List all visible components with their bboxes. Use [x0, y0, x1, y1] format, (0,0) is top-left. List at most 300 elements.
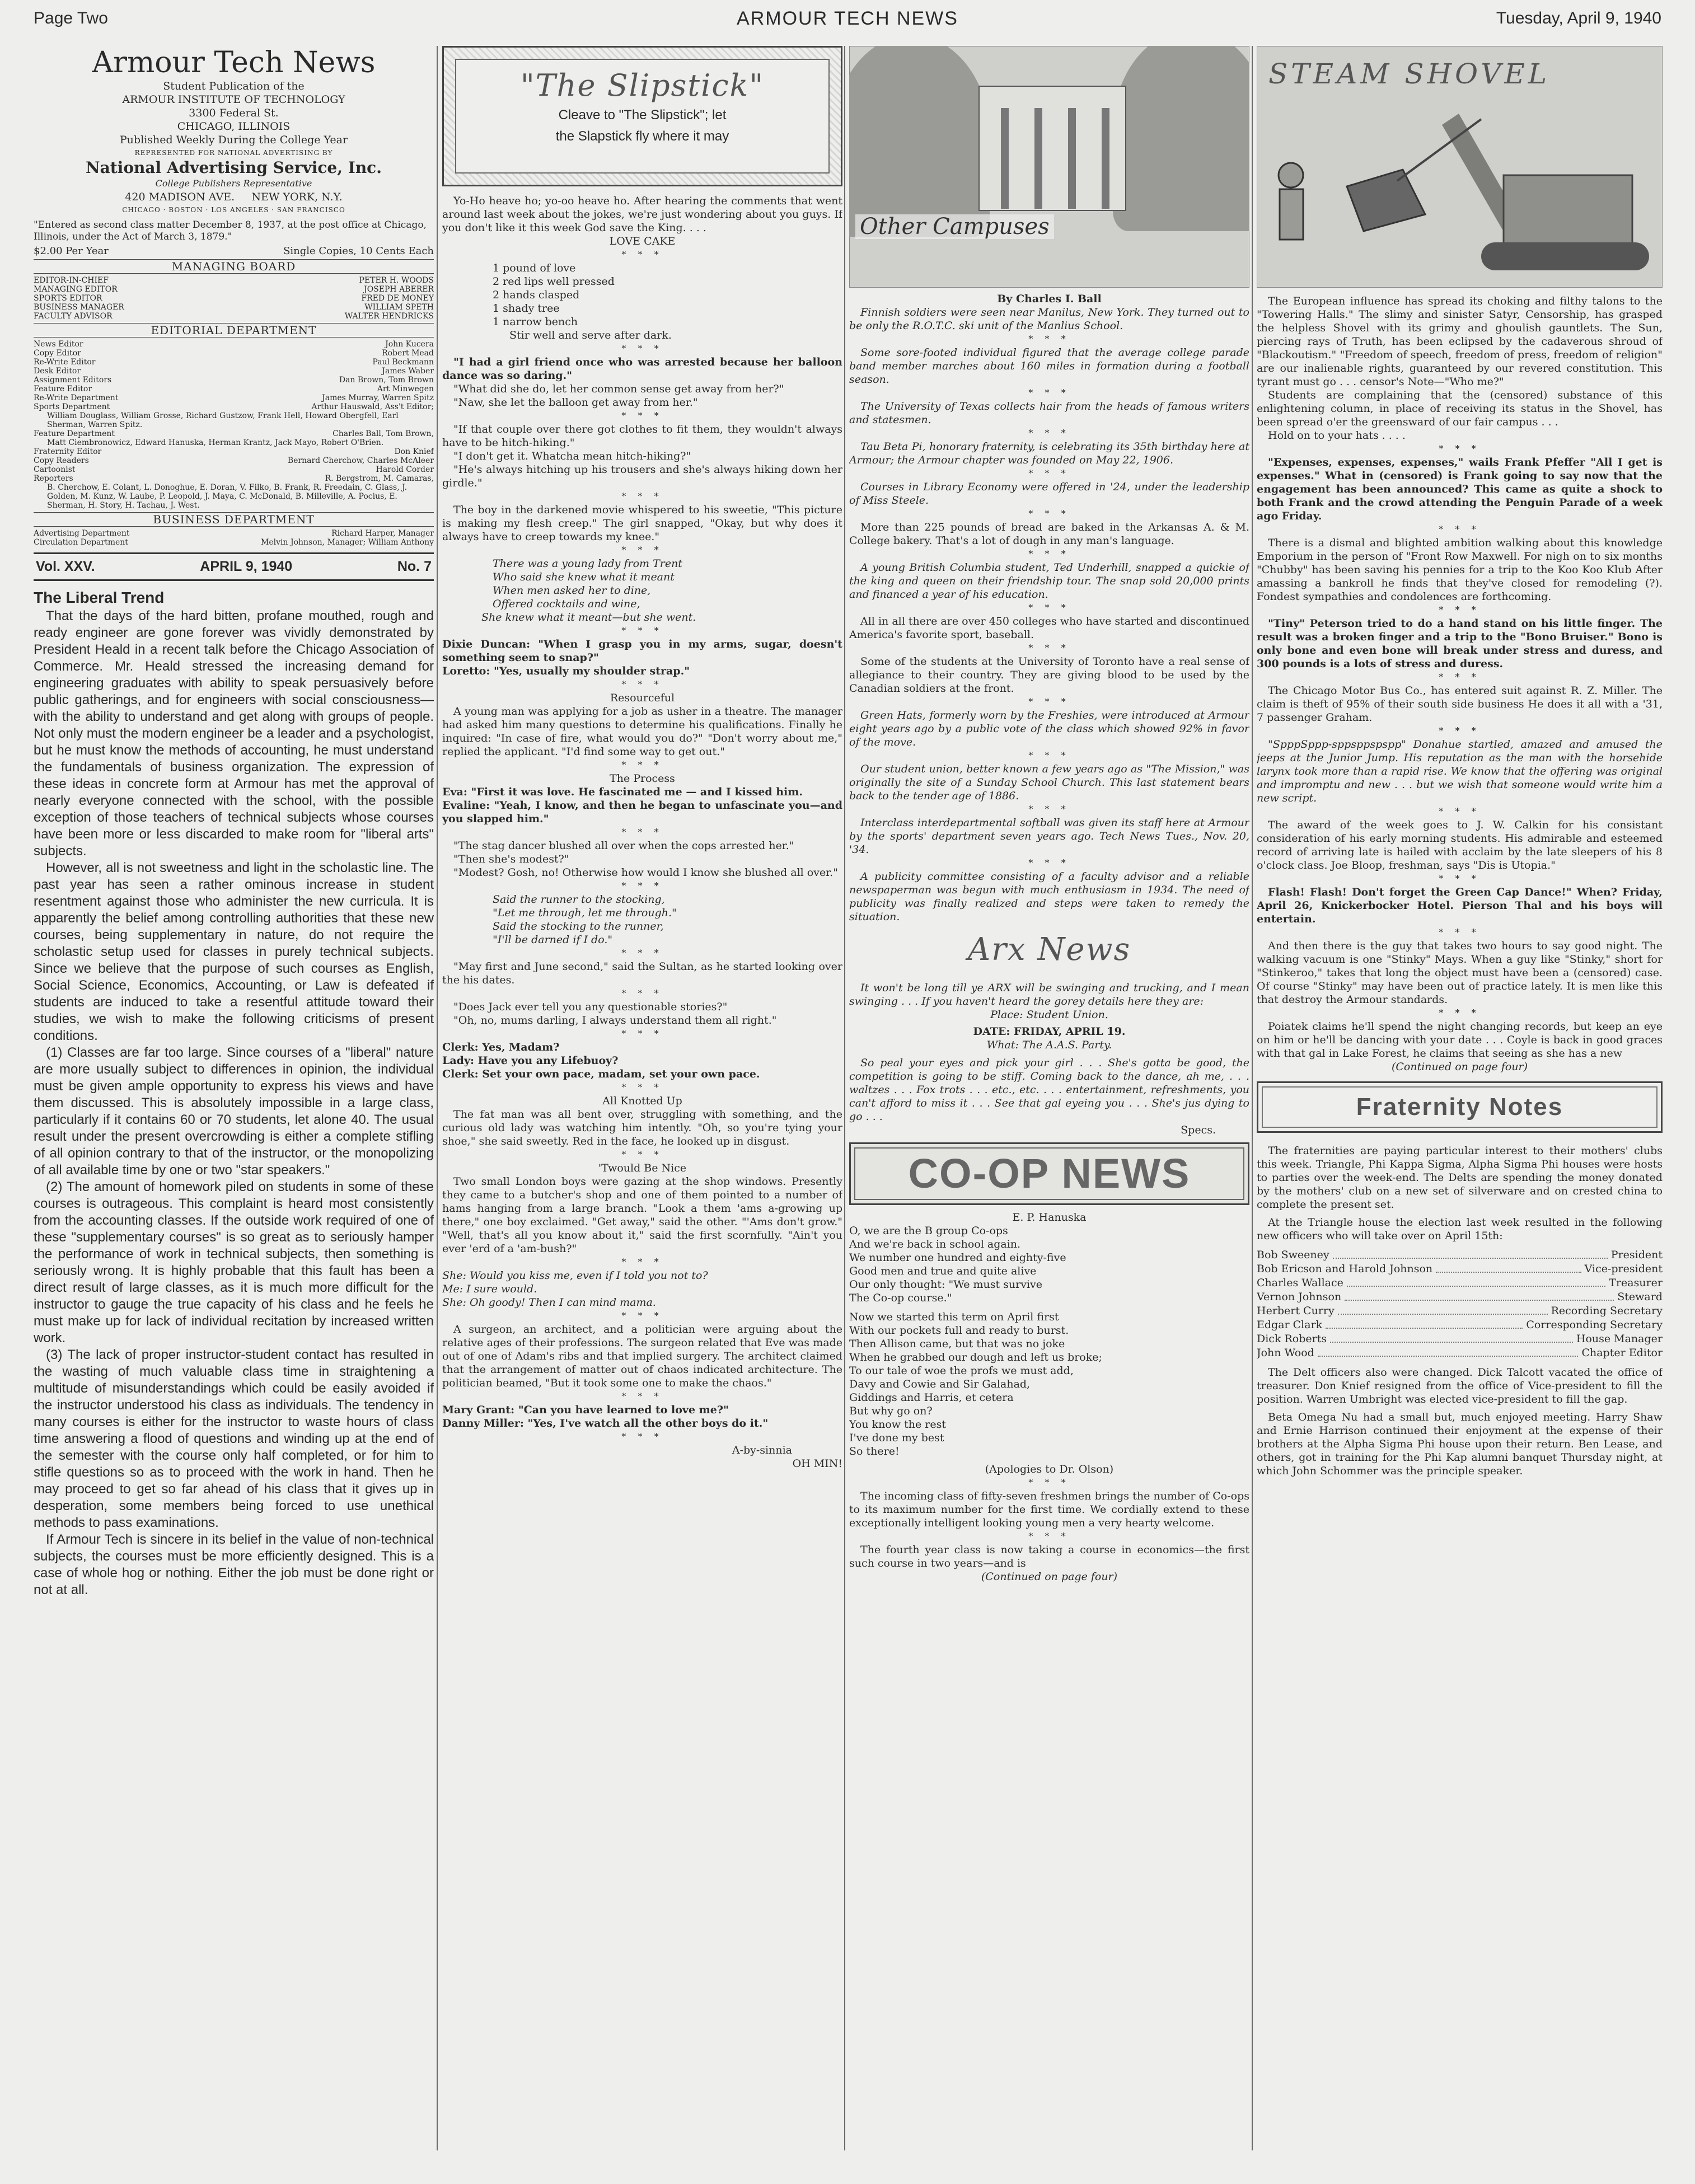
staff-row [34, 474, 434, 483]
separator-stars: * * * [1439, 604, 1481, 615]
verse-line: And we're back in school again. [849, 1238, 1021, 1250]
campus-news-item: All in all there are over 450 colleges who have started and discontinued America's favorite sport, baseball. [849, 615, 1249, 641]
verse-line: Giddings and Harris, et cetera [849, 1391, 1014, 1404]
campus-news-item: Some of the students at the University of Toronto have a real sense of allegiance to their country. They are giving blood to be used by the Canadian soldiers at the front. [849, 655, 1249, 695]
editorial-paragraph: (1) Classes are far too large. Since courses of a "liberal" nature are more usually subject to differences in opinion, the individual must be given ample opportunity to express his views and have them discussed. This is absolutely impossible in a large class, particularly if it contains 60 or 70 students, let alone 40. The usual result under the present overcrowding is either a complete stifling of all opinion contrary to that of the instructor, or the monopolizing of all available time by one or two "star speakers." [34, 1045, 434, 1178]
verse-line: To our tale of woe the profs we must add, [849, 1365, 1074, 1377]
slipstick-banner-inner [455, 59, 830, 174]
staff-name: Paul Beckmann [372, 358, 434, 367]
separator-stars: * * * [621, 625, 663, 636]
staff-name: Robert Mead [382, 349, 434, 358]
staff-name: Arthur Hauswald, Ass't Editor; [311, 402, 434, 411]
price-yearly: $2.00 Per Year [34, 245, 109, 257]
separator-stars: * * * [1028, 387, 1070, 398]
staff-row [34, 447, 434, 456]
separator-stars: * * * [1028, 428, 1070, 438]
masthead-line: Published Weekly During the College Year [119, 134, 348, 146]
separator-stars: * * * [1028, 1477, 1070, 1488]
separator-stars: * * * [621, 1431, 663, 1442]
recipe-line: 1 narrow bench [493, 316, 578, 328]
officer-name: John Wood [1257, 1347, 1314, 1359]
steam-shovel-item: The award of the week goes to J. W. Calkin for his consistant consideration of his early morning students. His admirable and esteemed record of arriving late is hailed with acclaim by the late sleepers of his 8 o'clock class. Joe Bloop, freshman, says "Dis is Utopia." [1257, 819, 1663, 871]
coop-byline: E. P. Hanuska [1012, 1211, 1087, 1224]
agency-address: 420 MADISON AVE. NEW YORK, N.Y. [125, 191, 343, 203]
continued-note: (Continued on page four) [981, 1571, 1118, 1583]
limerick-line: There was a young lady from Trent [493, 557, 682, 570]
tree-shape [1113, 46, 1249, 231]
joke-line: "If that couple over there got clothes to fit them, they wouldn't always have to be hitch-hiking." [442, 423, 842, 449]
fraternity-paragraph: Beta Omega Nu had a small but, much enjoyed meeting. Harry Shaw and Ernie Harrison continued their enjoyment at the expense of their brothers at the Alpha Sigma Phi house upon their return. Ben Lease, and others, got in training for the Phi Kap alumni banquet Thursday night, at which John Schommer was the principle speaker. [1257, 1411, 1663, 1477]
officer-office: Vice-president [1584, 1263, 1663, 1275]
staff-row [34, 385, 434, 393]
staff-row [34, 393, 434, 402]
other-campuses-items [849, 306, 1249, 924]
staff-row [34, 340, 434, 349]
other-campuses-illustration [849, 46, 1249, 288]
verse-line: Good men and true and quite alive [849, 1265, 1037, 1277]
verse-line: "Let me through, let me through." [493, 907, 677, 919]
masthead-line: 3300 Federal St. [189, 107, 279, 119]
campus-news-item: The University of Texas collects hair from the heads of famous writers and statesmen. [849, 400, 1249, 426]
separator-stars: * * * [621, 1082, 663, 1093]
limerick-line: Who said she knew what it meant [493, 571, 675, 583]
recipe-line: 1 pound of love [493, 262, 576, 274]
price-line [34, 245, 434, 257]
column-masthead-editorial [34, 46, 434, 2150]
arx-intro: It won't be long till ye ARX will be swinging and trucking, and I mean swinging . . . If you haven't heard the gorey details here they are: [849, 982, 1249, 1007]
slipstick-banner [442, 46, 842, 186]
officer-row [1257, 1304, 1663, 1318]
staff-role: Feature Editor [34, 385, 92, 393]
fraternity-notes-title: Fraternity Notes [1262, 1086, 1657, 1128]
fraternity-paragraph: The fraternities are paying particular interest to their mothers' clubs this week. Triangle, Phi Kappa Sigma, Alpha Sigma Phi houses were hosts to parties over the week-end. The Delts are spending the money donated by the mothers' club on a new set of silverware and on crested china to complete the present set. [1257, 1145, 1663, 1211]
fraternity-paragraph: The Delt officers also were changed. Dick Talcott vacated the office of treasurer. Don Knief resigned from the office of Vice-president to fill the position. Warren Umbright was elected vice-president to fill the gap. [1257, 1366, 1663, 1405]
staff-role: Copy Editor [34, 349, 81, 358]
joke-line: Lady: Have you any Lifebuoy? [442, 1054, 619, 1067]
staff-role: Circulation Department [34, 538, 128, 547]
officer-office: Chapter Editor [1581, 1347, 1663, 1359]
leader-dots [1436, 1262, 1581, 1273]
staff-name: R. Bergstrom, M. Camaras, [325, 474, 434, 483]
joke-line: A young man was applying for a job as usher in a theatre. The manager had asked him many questions to determine his qualifications. Finally he inquired: "In case of fire, what would you do?" "Don't worry about me," replied the applicant. "I'd find some way to get out." [442, 705, 842, 758]
separator-stars: * * * [621, 410, 663, 421]
staff-name: Melvin Johnson, Manager; William Anthony [261, 538, 434, 547]
officer-name: Herbert Curry [1257, 1305, 1335, 1317]
separator-stars: * * * [1028, 696, 1070, 707]
agency-cities: CHICAGO · BOSTON · LOS ANGELES · SAN FRANCISCO [122, 206, 345, 214]
steam-shovel-items [1257, 294, 1663, 1060]
staff-row [34, 456, 434, 465]
separator-stars: * * * [621, 1310, 663, 1321]
column-rule [437, 46, 438, 2150]
staff-row [34, 303, 434, 312]
staff-name: Harold Corder [376, 465, 434, 474]
shovel-bucket [1347, 170, 1425, 231]
joke-line: "What did she do, let her common sense get away from her?" [453, 383, 784, 395]
joke-line: Clerk: Set your own pace, madam, set your own pace. [442, 1068, 760, 1080]
slipstick-motto: the Slapstick fly where it may [555, 129, 729, 144]
joke-line: Danny Miller: "Yes, I've watch all the other boys do it." [442, 1417, 769, 1430]
editorial-paragraph: (2) The amount of homework piled on students in some of these courses is outrageous. This complaint is heard most consistently from the accounting classes. If the outside work required of one of these "supplementary courses" is so great as to seriously hamper the performance of work in technical subjects, then something is seriously wrong. It is highly probable that this fault has been a direct result of large classes, as it is much more difficult for the instructor to gauge the true capacity of his class and he feels he must make up for lack of individual recitation by increased written work. [34, 1179, 434, 1346]
separator-stars: * * * [1028, 643, 1070, 653]
campus-news-item: Finnish soldiers were seen near Manilus, New York. They turned out to be only the R.O.T.C. ski unit of the Manlius School. [849, 306, 1249, 332]
verse-line: You know the rest [849, 1418, 946, 1431]
editorial-department-heading: EDITORIAL DEPARTMENT [34, 323, 434, 338]
campus-news-item: Our student union, better known a few years ago as "The Mission," was originally the site of a Sunday School Church. This last statement bears back to the tender age of 1886. [849, 763, 1249, 802]
steam-shovel-drawing [1257, 46, 1662, 286]
staff-role: Cartoonist [34, 465, 76, 474]
staff-name: WALTER HENDRICKS [344, 312, 434, 321]
masthead-line: Student Publication of the [163, 80, 305, 92]
campus-news-item: Green Hats, formerly worn by the Freshies, were introduced at Armour eight years ago by a public vote of the class which showed 92% in favor of the move. [849, 709, 1249, 748]
fraternity-paragraph: At the Triangle house the election last week resulted in the following new officers who will take over on April 15th: [1257, 1216, 1663, 1242]
separator-stars: * * * [1028, 804, 1070, 814]
staff-name: James Waber [382, 367, 434, 376]
recipe-line: 1 shady tree [493, 302, 560, 315]
arx-date: DATE: FRIDAY, APRIL 19. [973, 1025, 1126, 1038]
officer-row [1257, 1262, 1663, 1276]
joke-line: Evaline: "Yeah, I know, and then he began to unfascinate you—and you slapped him." [442, 799, 842, 825]
separator-stars: * * * [1439, 672, 1481, 682]
staff-continuation: William Douglass, William Grosse, Richard Gustzow, Frank Hell, Howard Obergfell, Earl Sherman, Warren Spitz. [47, 411, 399, 429]
joke-line: "Does Jack ever tell you any questionable stories?" [453, 1001, 728, 1013]
limerick-line: Offered cocktails and wine, [493, 598, 640, 610]
staff-role: BUSINESS MANAGER [34, 303, 124, 312]
officer-row [1257, 1248, 1663, 1262]
managing-board-heading: MANAGING BOARD [34, 259, 434, 274]
steam-shovel-illustration [1257, 46, 1663, 288]
staff-continuation: B. Cherchow, E. Colant, L. Donoghue, E. Doran, V. Filko, B. Frank, R. Freedain, C. Glass, J. Golden, M. Kunz, W. Laube, P. Leopold, J. Maya, C. McDonald, B. Milleville, A. Pocius, E. Sherman, H. Story, H. Tachau, J. West. [47, 483, 408, 510]
staff-row [34, 538, 434, 547]
arx-place: Place: Student Union. [990, 1009, 1108, 1021]
volume: Vol. XXV. [36, 559, 95, 574]
arx-body: So peal your eyes and pick your girl . . . She's gotta be good, the competition is going to be stiff. Coming back to the dance, ah me, . . . waltzes . . . Fox trots . . . etc., etc. . . . entertainment, refreshments, you can't afford to miss it . . . See that gal eyeing you . . . She's jus dying to go . . . [849, 1057, 1249, 1123]
separator-stars: * * * [621, 827, 663, 837]
separator-stars: * * * [1028, 468, 1070, 479]
steam-shovel-item: Flash! Flash! Don't forget the Green Cap Dance!" When? Friday, April 26, Knickerbocker Hotel. Pierson Thal and his boys will entertain. [1257, 886, 1663, 925]
verse-line: Said the runner to the stocking, [493, 893, 665, 906]
separator-stars: * * * [621, 249, 663, 260]
joke-line: The fat man was all bent over, struggling with something, and the curious old lady was watching him intently. "Oh, so you're tying your shoe," she said sweetly. Red in the face, he looked up in disgust. [442, 1108, 842, 1147]
steam-shovel-item: Poiatek claims he'll spend the night changing records, but keep an eye on him or he'll be dancing with your date . . . Coyle is back in good graces with that gal in Lake Forest, he claims that seeing as she has a new [1257, 1020, 1663, 1060]
officer-office: President [1610, 1249, 1663, 1261]
staff-name: JOSEPH ABERER [364, 285, 434, 294]
separator-stars: * * * [621, 491, 663, 502]
column-signature: A-by-sinnia [732, 1444, 792, 1456]
verse-line: When he grabbed our dough and left us broke; [849, 1351, 1102, 1363]
campus-news-item: Some sore-footed individual figured that the average college parade band member marches about 160 miles in formation during a football season. [849, 346, 1249, 386]
verse-line: "I'll be darned if I do." [493, 934, 613, 946]
slipstick-intro: Yo-Ho heave ho; yo-oo heave ho. After hearing the comments that went around last week about the jokes, we're just wondering about you guys. If you don't like it this week God save the King. . . . [442, 195, 842, 234]
slipstick-motto: Cleave to "The Slipstick"; let [558, 107, 727, 123]
joke-line: She: Oh goody! Then I can mind mama. [442, 1296, 656, 1309]
staff-row [34, 376, 434, 385]
staff-role: Fraternity Editor [34, 447, 102, 456]
column-other-campuses [849, 46, 1249, 2150]
staff-role: EDITOR-IN-CHIEF [34, 276, 109, 285]
staff-name: Dan Brown, Tom Brown [339, 376, 434, 385]
staff-role: Assignment Editors [34, 376, 112, 385]
separator-stars: * * * [1028, 1531, 1070, 1541]
campus-news-item: More than 225 pounds of bread are baked in the Arkansas A. & M. College bakery. That's a lot of dough in any man's language. [849, 521, 1249, 547]
figure-head [1279, 163, 1303, 188]
separator-stars: * * * [621, 1257, 663, 1267]
staff-continuation: Matt Ciembronowicz, Edward Hanuska, Herman Krantz, Jack Mayo, Robert O'Brien. [47, 438, 384, 447]
separator-stars: * * * [1028, 750, 1070, 761]
other-campuses-title: Other Campuses [855, 214, 1054, 239]
byline: By Charles I. Ball [997, 293, 1102, 305]
officer-office: Treasurer [1609, 1277, 1663, 1289]
arx-signature: Specs. [1181, 1124, 1216, 1136]
officer-name: Charles Wallace [1257, 1277, 1343, 1289]
separator-stars: * * * [1439, 927, 1481, 938]
running-header [0, 4, 1695, 32]
joke-line: "I don't get it. Whatcha mean hitch-hiking?" [453, 450, 691, 462]
business-department-list [34, 529, 434, 547]
issue-number: No. 7 [397, 559, 432, 574]
limerick-line: When men asked her to dine, [493, 584, 651, 597]
coop-apology: (Apologies to Dr. Olson) [985, 1463, 1114, 1475]
separator-stars: * * * [1439, 524, 1481, 535]
separator-stars: * * * [1028, 857, 1070, 868]
separator-stars: * * * [621, 760, 663, 770]
arx-what: What: The A.A.S. Party. [986, 1039, 1112, 1051]
separator-stars: * * * [621, 343, 663, 354]
separator-stars: * * * [1439, 873, 1481, 884]
coop-news-title: CO-OP NEWS [854, 1147, 1244, 1200]
verse-line: I've done my best [849, 1432, 944, 1444]
steam-shovel-item: There is a dismal and blighted ambition walking about this knowledge Emporium in the person of "Front Row Maxwell. For nigh on to six months "Chubby" has been saving his pennies for a trip to the Koo Koo Klub After amassing a bankroll he finds that they've closed for remodeling (?). Fondest sympathies and condolences are forthcoming. [1257, 537, 1663, 603]
joke-line: Clerk: Yes, Madam? [442, 1041, 560, 1053]
joke-line: The boy in the darkened movie whispered to his sweetie, "This picture is making my flesh creep." The girl snapped, "Okay, but why does it always have to creep towards my knee." [442, 504, 842, 543]
staff-row [34, 429, 434, 438]
joke-line: Two small London boys were gazing at the shop windows. Presently they came to a butcher's shop and one of them pointed to a number of hams hanging from a large branch. "Look a them 'ams a-growing up there," one boy exclaimed. "Get away," said the other. "'Ams don't grow." "Well, that's all you know about it," said the first scornfully. "Ain't you ever 'erd of a 'am-bush?" [442, 1175, 842, 1255]
officer-name: Vernon Johnson [1257, 1291, 1342, 1303]
steam-shovel-item: "SpppSppp-sppsppspspp" Donahue startled, amazed and amused the jeeps at the Junior Jump. His reputation as the man with the horsehide larynx took more than a rapid rise. We know that the offering was original and impromptu and new . . . but we wish that someone would write him a new script. [1257, 738, 1663, 804]
leader-dots [1330, 1332, 1573, 1343]
agency-sub: College Publishers Representative [155, 178, 312, 189]
editorial-paragraph: However, all is not sweetness and light in the scholastic line. The past year has seen a rather ominous increase in student resentment against those who administer the new curricula. It is apparently the belief among controlling authorities that these new courses, being supplementary in nature, do not require the scholastic setup used for classes in purely technical subjects. Since we believe that the purpose of such courses as English, Social Science, Economics, Accounting, or Law is defeated if students are induced to take a resentful attitude toward their studies, we wish to make the following criticisms of present conditions. [34, 860, 434, 1043]
staff-name: Don Knief [394, 447, 434, 456]
verse-line: Said the stocking to the runner, [493, 920, 664, 932]
staff-row [34, 349, 434, 358]
joke-line: Me: I sure would. [442, 1283, 537, 1295]
leader-dots [1345, 1290, 1614, 1301]
staff-role: Feature Department [34, 429, 115, 438]
limerick-line: She knew what it meant—but she went. [481, 611, 696, 624]
leader-dots [1333, 1248, 1608, 1259]
staff-row [34, 465, 434, 474]
verse-line: With our pockets full and ready to burst. [849, 1324, 1069, 1337]
column-signature: OH MIN! [792, 1457, 842, 1470]
joke-line: Dixie Duncan: "When I grasp you in my arms, sugar, doesn't something seem to snap?" [442, 638, 842, 664]
officer-office: Steward [1617, 1291, 1663, 1303]
campus-news-item: Tau Beta Pi, honorary fraternity, is celebrating its 35th birthday here at Armour; the Armour chapter was founded on May 22, 1906. [849, 440, 1249, 466]
shovel-cab [1504, 175, 1632, 248]
continued-note: (Continued on page four) [1391, 1061, 1528, 1073]
building-pillar [1102, 108, 1109, 209]
officer-name: Dick Roberts [1257, 1333, 1327, 1345]
editorial-department-list [34, 340, 434, 510]
masthead [34, 46, 434, 216]
tree-shape [849, 46, 990, 237]
joke-line: "Naw, she let the balloon get away from her." [453, 396, 698, 409]
joke-line: Loretto: "Yes, usually my shoulder strap." [442, 665, 690, 677]
officer-list [1257, 1248, 1663, 1360]
joke-line: "Oh, no, mums darling, I always understand them all right." [453, 1014, 777, 1027]
joke-line: "I had a girl friend once who was arrested because her balloon dance was so daring." [442, 356, 842, 382]
officer-row [1257, 1290, 1663, 1304]
joke-line: "Modest? Gosh, no! Otherwise how would I know she blushed all over." [453, 866, 838, 879]
staff-role: News Editor [34, 340, 83, 349]
staff-row [34, 402, 434, 411]
coop-paragraph: The fourth year class is now taking a course in economics—the first such course in two years—and is [849, 1544, 1249, 1569]
leader-dots [1338, 1304, 1548, 1315]
staff-row [34, 367, 434, 376]
building-pillar [1034, 108, 1042, 209]
issue-date-header: Tuesday, April 9, 1940 [1496, 9, 1661, 27]
coop-paragraph: The incoming class of fifty-seven freshmen brings the number of Co-ops to its maximum number for the first time. We cordially extend to these exceptionally intelligent looking young men a very hearty welcome. [849, 1490, 1249, 1529]
separator-stars: * * * [1028, 602, 1070, 613]
staff-role: MANAGING EDITOR [34, 285, 118, 294]
steam-shovel-item: "Expenses, expenses, expenses," wails Frank Pfeffer "All I get is expenses." What in (censored) is Frank going to say now that the engagement has been announced? This came as quite a shock to both Frank and the crowd attending the Penguin Parade of a week ago Friday. [1257, 456, 1663, 522]
editorial-paragraph: That the days of the hard bitten, profane mouthed, rough and ready engineer are gone forever was vividly demonstrated by President Heald in a recent talk before the Chicago Association of Commerce. Mr. Heald stressed the increasing demand for engineering graduates with ability to speak persuasively before public gatherings, and for engineers with social consciousness—with the ability to understand and get along with groups of people. Not only must the modern engineer be a leader and a psychologist, but he must know the methods of accounting, he must understand the fundamentals of business organization. The expression of these ideas in concrete form at Armour has met the approval of nearly everyone connected with the school, with the possible exception of those teachers of technical subjects whose courses have been more or less discarded to make room for "liberal arts" subjects. [34, 608, 434, 859]
staff-row [34, 294, 434, 303]
steam-shovel-item: The European influence has spread its choking and filthy talons to the "Towering Halls." The slimy and sinister Satyr, Censorship, has grasped the helpless Shovel with its grimy and ghoulish gauntlets. The Sun, piercing rays of Truth, has been eclipsed by the cadaverous shroud of "Blackoutism." "Freedom of speech, freedom of press, freedom of religion" are our inalienable rights, guaranteed by our revered constitution. This tyrant must go . . . censor's Note—"Who me?" [1257, 295, 1663, 388]
separator-stars: * * * [1439, 1007, 1481, 1018]
joke-line: A surgeon, an architect, and a politician were arguing about the relative ages of their professions. The surgeon related that Eve was made out of one of Adam's ribs and that implied surgery. The architect claimed that the arrangement of matter out of chaos indicated architecture. The politician beamed, "But it took some one to make the chaos." [442, 1323, 842, 1389]
love-cake-title: LOVE CAKE [609, 235, 676, 247]
leader-dots [1326, 1318, 1523, 1329]
joke-heading: The Process [610, 772, 675, 785]
staff-role: Reporters [34, 474, 73, 483]
represented-line: REPRESENTED FOR NATIONAL ADVERTISING BY [134, 149, 333, 157]
staff-row [34, 285, 434, 294]
officer-row [1257, 1332, 1663, 1346]
shovel-tracks [1481, 242, 1649, 270]
volume-line [34, 552, 434, 581]
joke-line: She: Would you kiss me, even if I told you not to? [442, 1269, 708, 1282]
separator-stars: * * * [1439, 443, 1481, 454]
column-rule [844, 46, 845, 2150]
staff-name: Art Minwegen [377, 385, 434, 393]
fraternity-notes-banner [1257, 1081, 1663, 1133]
issue-date: APRIL 9, 1940 [200, 559, 293, 574]
officer-office: Corresponding Secretary [1526, 1319, 1663, 1331]
verse-line: Then Allison came, but that was no joke [849, 1338, 1065, 1350]
staff-role: Re-Write Department [34, 393, 119, 402]
steam-shovel-item: And then there is the guy that takes two hours to say good night. The walking vacuum is one "Stinky" Mays. When a guy like "Stinky," short for "Stinkeroo," takes that long the object must have been a (censored) case. Of course "Stinky" may have been out of practice lately. It is men like this that destroy the Armour standards. [1257, 940, 1663, 1006]
steam-shovel-item: "Tiny" Peterson tried to do a hand stand on his little finger. The result was a broken finger and a trip to the "Bono Bruiser." Bono is only bone and even bone will break under stress and duress, and 300 pounds is a lots of stress and duress. [1257, 617, 1663, 670]
staff-name: James Murray, Warren Spitz [322, 393, 434, 402]
staff-role: Advertising Department [34, 529, 130, 538]
building-pillar [1068, 108, 1076, 209]
staff-role: Sports Department [34, 402, 110, 411]
campus-news-item: A young British Columbia student, Ted Underhill, snapped a quickie of the king and queen on their friendship tour. The snap sold 20,000 prints and financed a year of his education. [849, 561, 1249, 601]
joke-line: Eva: "First it was love. He fascinated me — and I kissed him. [442, 786, 803, 798]
entered-notice: "Entered as second class matter December 8, 1937, at the post office at Chicago, Illinois, under the Act of March 3, 1879." [34, 219, 427, 242]
masthead-title: Armour Tech News [92, 46, 376, 79]
verse-line: O, we are the B group Co-ops [849, 1225, 1008, 1237]
verse-line: We number one hundred and eighty-five [849, 1252, 1066, 1264]
joke-heading: Resourceful [610, 692, 675, 704]
staff-row [34, 312, 434, 321]
staff-row [34, 358, 434, 367]
price-single: Single Copies, 10 Cents Each [283, 245, 434, 257]
separator-stars: * * * [1439, 806, 1481, 817]
separator-stars: * * * [1028, 334, 1070, 344]
officer-name: Bob Ericson and Harold Johnson [1257, 1263, 1433, 1275]
staff-role: SPORTS EDITOR [34, 294, 102, 303]
advertising-agency: National Advertising Service, Inc. [86, 158, 382, 177]
staff-role: FACULTY ADVISOR [34, 312, 113, 321]
column-rule [1252, 46, 1253, 2150]
slipstick-title: "The Slipstick" [520, 68, 765, 103]
staff-name: Bernard Cherchow, Charles McAleer [287, 456, 434, 465]
building-pillar [1001, 108, 1009, 209]
joke-heading: 'Twould Be Nice [598, 1162, 687, 1174]
editorial-paragraph: (3) The lack of proper instructor-student contact has resulted in the wasting of much valuable class time in straightening a multitude of misunderstandings which could be easily avoided if the instructor understood his class as individuals. The tendency in many courses is either for the instructor to waste hours of class time answering a flood of questions and winding up at the end of the semester with the course only half completed, or for him to stifle questions so as to proceed with the work in hand. Then he may proceed to get so far ahead of his class that it gives up in desperation, some members being forced to use unethical methods to pass examinations. [34, 1347, 434, 1530]
editorial-paragraph: If Armour Tech is sincere in its belief in the value of non-technical subjects, the courses must be more efficiently designed. This is a case of whole hog or nothing. Either the job must be done right or not at all. [34, 1532, 434, 1597]
separator-stars: * * * [621, 545, 663, 555]
column-steam-shovel [1257, 46, 1663, 2150]
separator-stars: * * * [1439, 725, 1481, 736]
recipe-line: 2 hands clasped [493, 289, 580, 301]
staff-role: Re-Write Editor [34, 358, 96, 367]
officer-office: House Manager [1576, 1333, 1663, 1345]
officer-row [1257, 1276, 1663, 1290]
separator-stars: * * * [621, 679, 663, 690]
officer-office: Recording Secretary [1551, 1305, 1663, 1317]
staff-role: Desk Editor [34, 367, 81, 376]
officer-name: Edgar Clark [1257, 1319, 1323, 1331]
leader-dots [1318, 1346, 1579, 1357]
business-department-heading: BUSINESS DEPARTMENT [34, 512, 434, 527]
editorial-article [34, 589, 434, 1599]
page-number: Page Two [34, 9, 108, 27]
steam-shovel-item: Hold on to your hats . . . . [1268, 429, 1406, 442]
staff-name: Charles Ball, Tom Brown, [333, 429, 434, 438]
steam-shovel-item: Students are complaining that the (censored) substance of this enlightening column, in place of receiving its status in the Shovel, has been spread o'er the greensward of our fair campus . . . [1257, 389, 1663, 428]
editorial-title: The Liberal Trend [34, 589, 165, 606]
campus-news-item: A publicity committee consisting of a faculty advisor and a reliable newspaperman was begun with much enthusiasm in 1934. The need of publicity was finally realized and steps were taken to remedy the situation. [849, 870, 1249, 923]
verse-line: Davy and Cowie and Sir Galahad, [849, 1378, 1031, 1390]
staff-row [34, 529, 434, 538]
steam-shovel-item: The Chicago Motor Bus Co., has entered suit against R. Z. Miller. The claim is theft of 95% of their south side business He does it all with a '31, 7 passenger Graham. [1257, 685, 1663, 724]
verse-line: Now we started this term on April first [849, 1311, 1059, 1323]
staff-name: WILLIAM SPETH [364, 303, 434, 312]
recipe-line: Stir well and serve after dark. [509, 329, 672, 341]
joke-line: "Then she's modest?" [453, 853, 569, 865]
staff-row [34, 276, 434, 285]
separator-stars: * * * [621, 1028, 663, 1039]
officer-name: Bob Sweeney [1257, 1249, 1329, 1261]
joke-line: Mary Grant: "Can you have learned to love me?" [442, 1404, 729, 1416]
coop-news-banner [849, 1142, 1249, 1205]
verse-line: The Co-op course." [849, 1292, 952, 1304]
arx-news-title: Arx News [967, 931, 1131, 968]
separator-stars: * * * [621, 948, 663, 958]
separator-stars: * * * [621, 988, 663, 999]
verse-line: So there! [849, 1445, 900, 1457]
staff-role: Copy Readers [34, 456, 89, 465]
masthead-line: ARMOUR INSTITUTE OF TECHNOLOGY [122, 93, 345, 106]
recipe-line: 2 red lips well pressed [493, 275, 615, 288]
campus-news-item: Interclass interdepartmental softball was given its staff here at Armour by the sports' department seven years ago. Tech News Tues., Nov. 20, '34. [849, 817, 1249, 856]
joke-line: "May first and June second," said the Sultan, as he started looking over the his dates. [442, 960, 842, 986]
figure-body [1280, 189, 1303, 240]
joke-line: "He's always hitching up his trousers and she's always hiking down her girdle." [442, 463, 842, 489]
